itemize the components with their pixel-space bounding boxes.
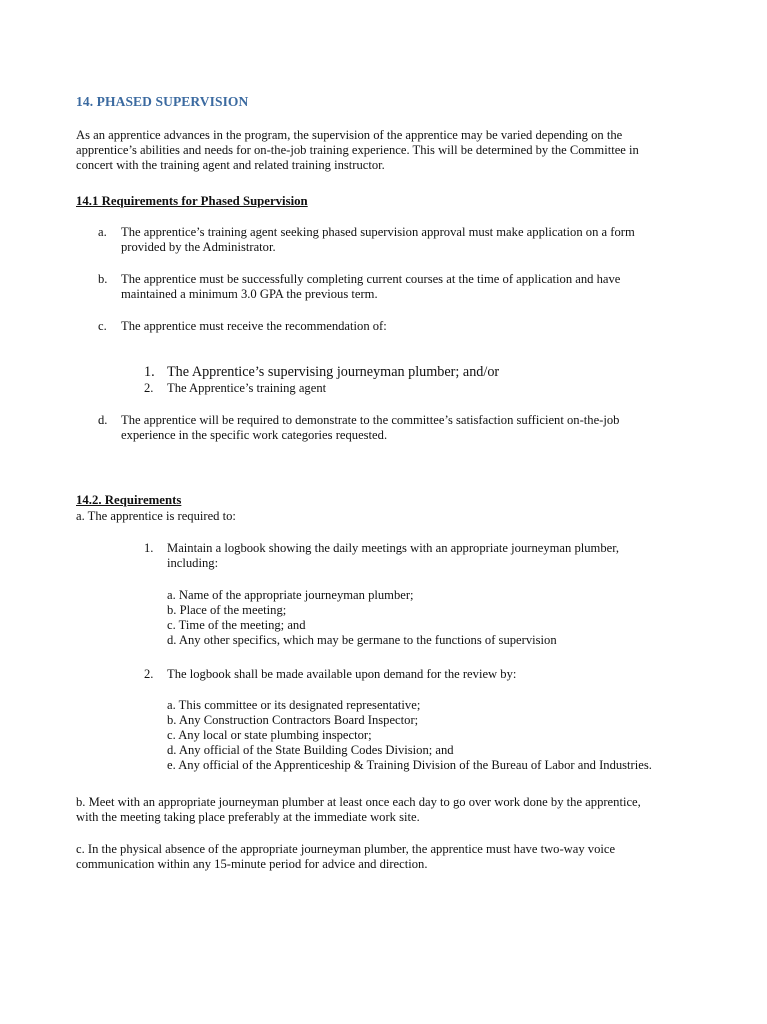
intro-line: apprentice’s abilities and needs for on-the-job training experience. This will be determined by the Committee in: [76, 143, 639, 157]
list-item: [121, 413, 701, 443]
sub-list-item: e. Any official of the Apprenticeship & Training Division of the Bureau of Labor and Industries.: [167, 758, 652, 772]
list-item: [121, 225, 701, 255]
list-item-line: provided by the Administrator.: [121, 240, 276, 254]
paragraph-line: communication within any 15-minute period for advice and direction.: [76, 857, 428, 871]
section-heading: 14. PHASED SUPERVISION: [76, 94, 249, 109]
list-item-line: maintained a minimum 3.0 GPA the previous term.: [121, 287, 378, 301]
recommender-item: The Apprentice’s supervising journeyman plumber; and/or: [167, 364, 500, 380]
requirements-lead: a. The apprentice is required to:: [76, 509, 236, 523]
sub-list-item: b. Place of the meeting;: [167, 603, 287, 617]
numbered-item-line: The logbook shall be made available upon demand for the review by:: [167, 667, 517, 681]
paragraph-line: b. Meet with an appropriate journeyman plumber at least once each day to go over work done by the apprentice,: [76, 795, 641, 809]
list-item: [121, 272, 701, 302]
sub-list-item: a. This committee or its designated representative;: [167, 698, 421, 712]
recommender-item: The Apprentice’s training agent: [167, 381, 327, 395]
subsection-heading-14-2: 14.2. Requirements: [76, 493, 182, 507]
list-item-line: The apprentice must be successfully completing current courses at the time of application and have: [121, 272, 621, 286]
sub-list-item: d. Any official of the State Building Codes Division; and: [167, 743, 454, 757]
list-item-marker: b.: [98, 272, 108, 286]
sub-list-item: d. Any other specifics, which may be germane to the functions of supervision: [167, 633, 557, 647]
numbered-marker: 1.: [144, 541, 154, 555]
numbered-marker: 2.: [144, 667, 154, 681]
list-item-line: The apprentice must receive the recommendation of:: [121, 319, 387, 333]
requirement-c-paragraph: [76, 842, 736, 872]
sub-list-item: c. Any local or state plumbing inspector;: [167, 728, 372, 742]
numbered-item: [167, 541, 727, 571]
list-item: [121, 319, 701, 334]
sub-list-item: a. Name of the appropriate journeyman plumber;: [167, 588, 414, 602]
paragraph-line: with the meeting taking place preferably at the immediate work site.: [76, 810, 420, 824]
sub-list-item: c. Time of the meeting; and: [167, 618, 306, 632]
intro-line: concert with the training agent and related training instructor.: [76, 158, 385, 172]
intro-paragraph: [76, 128, 716, 173]
requirement-b-paragraph: [76, 795, 736, 825]
list-item-line: The apprentice will be required to demonstrate to the committee’s satisfaction sufficient on-the-job: [121, 413, 620, 427]
recommender-marker: 2.: [144, 381, 154, 395]
paragraph-line: c. In the physical absence of the appropriate journeyman plumber, the apprentice must have two-way voice: [76, 842, 616, 856]
intro-line: As an apprentice advances in the program, the supervision of the apprentice may be varied depending on the: [76, 128, 623, 142]
list-item-line: experience in the specific work categories requested.: [121, 428, 388, 442]
sub-list-item: b. Any Construction Contractors Board Inspector;: [167, 713, 419, 727]
subsection-heading-14-1: 14.1 Requirements for Phased Supervision: [76, 194, 308, 208]
list-item-line: The apprentice’s training agent seeking phased supervision approval must make application on a form: [121, 225, 635, 239]
list-item-marker: d.: [98, 413, 108, 427]
list-item-marker: a.: [98, 225, 107, 239]
recommender-marker: 1.: [144, 364, 155, 380]
reviewers-list: [167, 698, 747, 773]
numbered-item-line: Maintain a logbook showing the daily meetings with an appropriate journeyman plumber,: [167, 541, 620, 555]
logbook-contents-list: [167, 588, 727, 648]
numbered-item-line: including:: [167, 556, 219, 570]
numbered-item: [167, 667, 727, 682]
list-item-marker: c.: [98, 319, 107, 333]
